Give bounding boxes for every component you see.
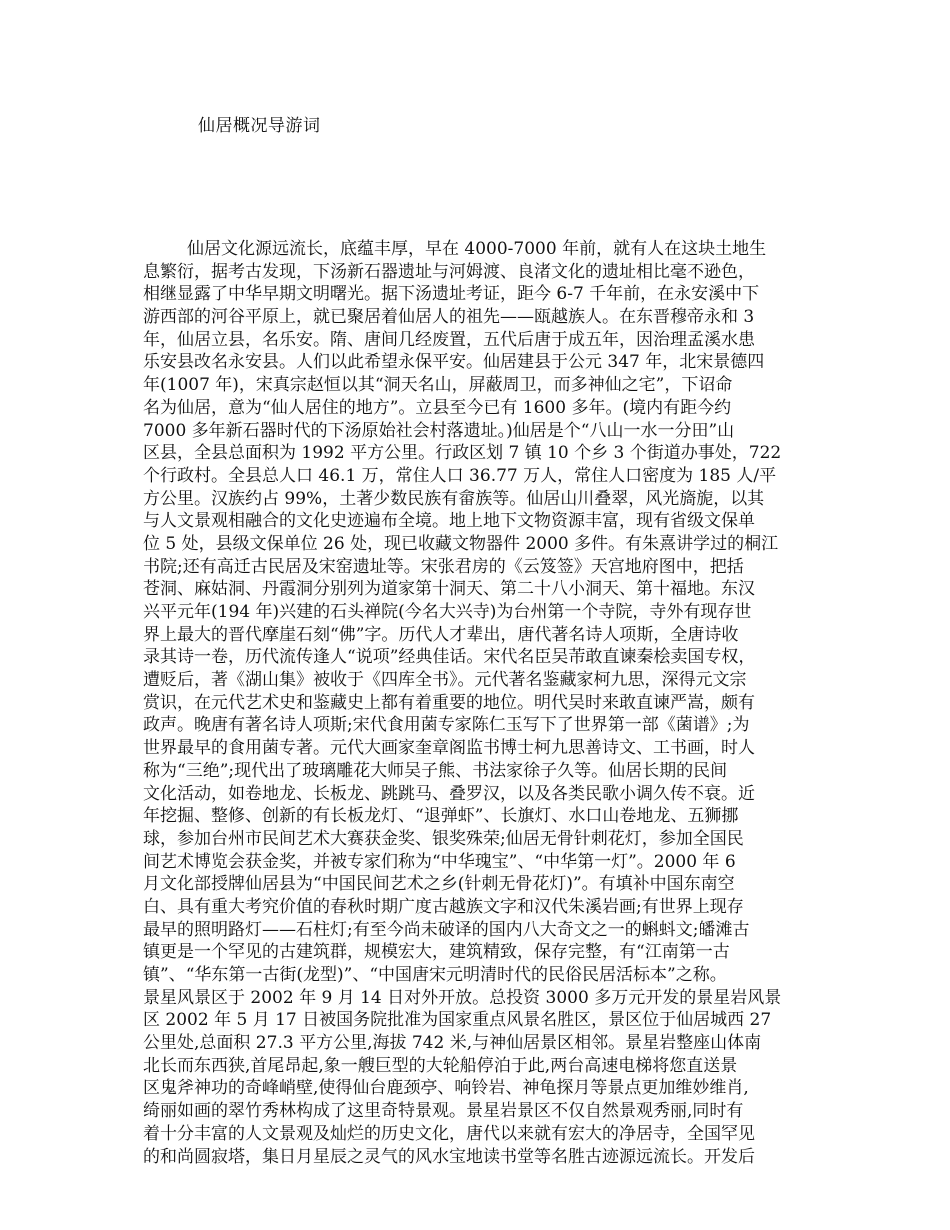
text-line: 公里处,总面积 27.3 平方公里,海拔 742 米,与神仙居景区相邻。景星岩整座山体南	[143, 1033, 762, 1054]
text-line: 苍洞、麻姑洞、丹霞洞分别列为道家第十洞天、第二十八小洞天、第十福地。东汉	[143, 579, 755, 600]
text-line: 最早的照明路灯——石柱灯;有至今尚未破译的国内八大奇文之一的蝌蚪文;皤滩古	[143, 919, 750, 940]
text-line: 绮丽如画的翠竹秀林构成了这里奇特景观。景星岩景区不仅自然景观秀丽,同时有	[143, 1101, 744, 1122]
text-line: 息繁衍，据考古发现，下汤新石器遗址与河姆渡、良渚文化的遗址相比毫不逊色，	[143, 261, 755, 282]
text-line: 名为仙居，意为“仙人居住的地方”。立县至今已有 1600 多年。(境内有距今约	[143, 397, 732, 418]
text-line: 年(1007 年)，宋真宗赵恒以其“洞天名山，屏蔽周卫，而多神仙之宅”，下诏命	[143, 375, 733, 396]
text-line: 的和尚圆寂塔，集日月星辰之灵气的风水宝地读书堂等名胜古迹源远流长。开发后	[143, 1146, 755, 1167]
document-title: 仙居概况导游词	[198, 116, 321, 136]
text-line: 景星风景区于 2002 年 9 月 14 日对外开放。总投资 3000 多万元开发的景星岩风景	[143, 987, 782, 1008]
text-line: 月文化部授牌仙居县为“中国民间艺术之乡(针刺无骨花灯)”。有填补中国东南空	[143, 874, 735, 895]
text-line: 北长而东西狭,首尾昂起,象一艘巨型的大轮船停泊于此,两台高速电梯将您直送景	[143, 1055, 738, 1076]
text-line: 书院;还有高迁古民居及宋窑遗址等。宋张君房的《云笈签》天宫地府图中，把括	[143, 556, 744, 577]
text-line: 界上最大的晋代摩崖石刻“佛”字。历代人才辈出，唐代著名诗人项斯，全唐诗收	[143, 624, 739, 645]
text-line: 赏识，在元代艺术史和鉴藏史上都有着重要的地位。明代吴时来敢直谏严嵩，颇有	[143, 692, 755, 713]
text-line: 间艺术博览会获金奖，并被专家们称为“中华瑰宝”、“中华第一灯”。2000 年 6	[143, 851, 736, 872]
text-line: 世界最早的食用菌专著。元代大画家奎章阁监书博士柯九思善诗文、工书画，时人	[143, 738, 755, 759]
text-line: 区鬼斧神功的奇峰峭壁,使得仙台鹿颈亭、响铃岩、神龟探月等景点更加维妙维肖,	[143, 1078, 749, 1099]
text-line: 7000 多年新石器时代的下汤原始社会村落遗址。)仙居是个“八山一水一分田”山	[143, 420, 735, 441]
text-line: 年挖掘、整修、创新的有长板龙灯、“退弹虾”、长旗灯、水口山卷地龙、五狮挪	[143, 806, 739, 827]
text-line: 个行政村。全县总人口 46.1 万，常住人口 36.77 万人，常住人口密度为 185 人/平	[143, 465, 777, 486]
text-line: 方公里。汉族约占 99%，土著少数民族有畲族等。仙居山川叠翠，风光旖旎，以其	[143, 488, 765, 509]
text-line: 镇更是一个罕见的古建筑群，规模宏大，建筑精致，保存完整，有“江南第一古	[143, 942, 730, 963]
text-line: 区 2002 年 5 月 17 日被国务院批准为国家重点风景名胜区，景区位于仙居城西 27	[143, 1010, 772, 1031]
text-line: 着十分丰富的人文景观及灿烂的历史文化，唐代以来就有宏大的净居寺，全国罕见	[143, 1123, 755, 1144]
text-line: 区县，全县总面积为 1992 平方公里。行政区划 7 镇 10 个乡 3 个街道办事处，722	[143, 443, 782, 464]
text-line: 录其诗一卷，历代流传逢人“说项”经典佳话。宋代名臣吴芾敢直谏秦桧卖国专权，	[143, 647, 756, 668]
text-line: 政声。晚唐有著名诗人项斯;宋代食用菌专家陈仁玉写下了世界第一部《菌谱》;为	[143, 715, 750, 736]
text-line: 游西部的河谷平原上，就已聚居着仙居人的祖先——瓯越族人。在东晋穆帝永和 3	[143, 307, 755, 328]
text-line: 文化活动，如卷地龙、长板龙、跳跳马、叠罗汉，以及各类民歌小调久传不衰。近	[143, 783, 755, 804]
text-line: 兴平元年(194 年)兴建的石头禅院(今名大兴寺)为台州第一个寺院，寺外有现存世	[143, 602, 752, 622]
text-line: 球，参加台州市民间艺术大赛获金奖、银奖殊荣;仙居无骨针刺花灯，参加全国民	[143, 828, 744, 849]
text-line: 相继显露了中华早期文明曙光。据下汤遗址考证，距今 6-7 千年前，在永安溪中下	[143, 284, 760, 305]
text-line: 白、具有重大考究价值的春秋时期广度古越族文字和汉代朱溪岩画;有世界上现存	[143, 896, 744, 917]
document-body	[143, 238, 833, 1168]
text-line: 年，仙居立县，名乐安。隋、唐间几经废置，五代后唐于成五年，因治理孟溪水患	[143, 329, 755, 350]
text-line: 镇”、“华东第一古街(龙型)”、“中国唐宋元明清时代的民俗民居活标本”之称。	[143, 965, 727, 985]
text-line: 位 5 处，县级文保单位 26 处，现已收藏文物器件 2000 多件。有朱熹讲学过的桐江	[143, 533, 779, 554]
text-line: 遭贬后，著《湖山集》被收于《四库全书》。元代著名鉴藏家柯九思，深得元文宗	[143, 670, 747, 691]
text-line: 仙居文化源远流长，底蕴丰厚，早在 4000-7000 年前，就有人在这块土地生	[187, 239, 767, 259]
text-line: 乐安县改名永安县。人们以此希望永保平安。仙居建县于公元 347 年，北宋景德四	[143, 352, 765, 373]
text-line: 称为“三绝”;现代出了玻璃雕花大师吴子熊、书法家徐子久等。仙居长期的民间	[143, 760, 728, 781]
text-line: 与人文景观相融合的文化史迹遍布全境。地上地下文物资源丰富，现有省级文保单	[143, 511, 755, 532]
